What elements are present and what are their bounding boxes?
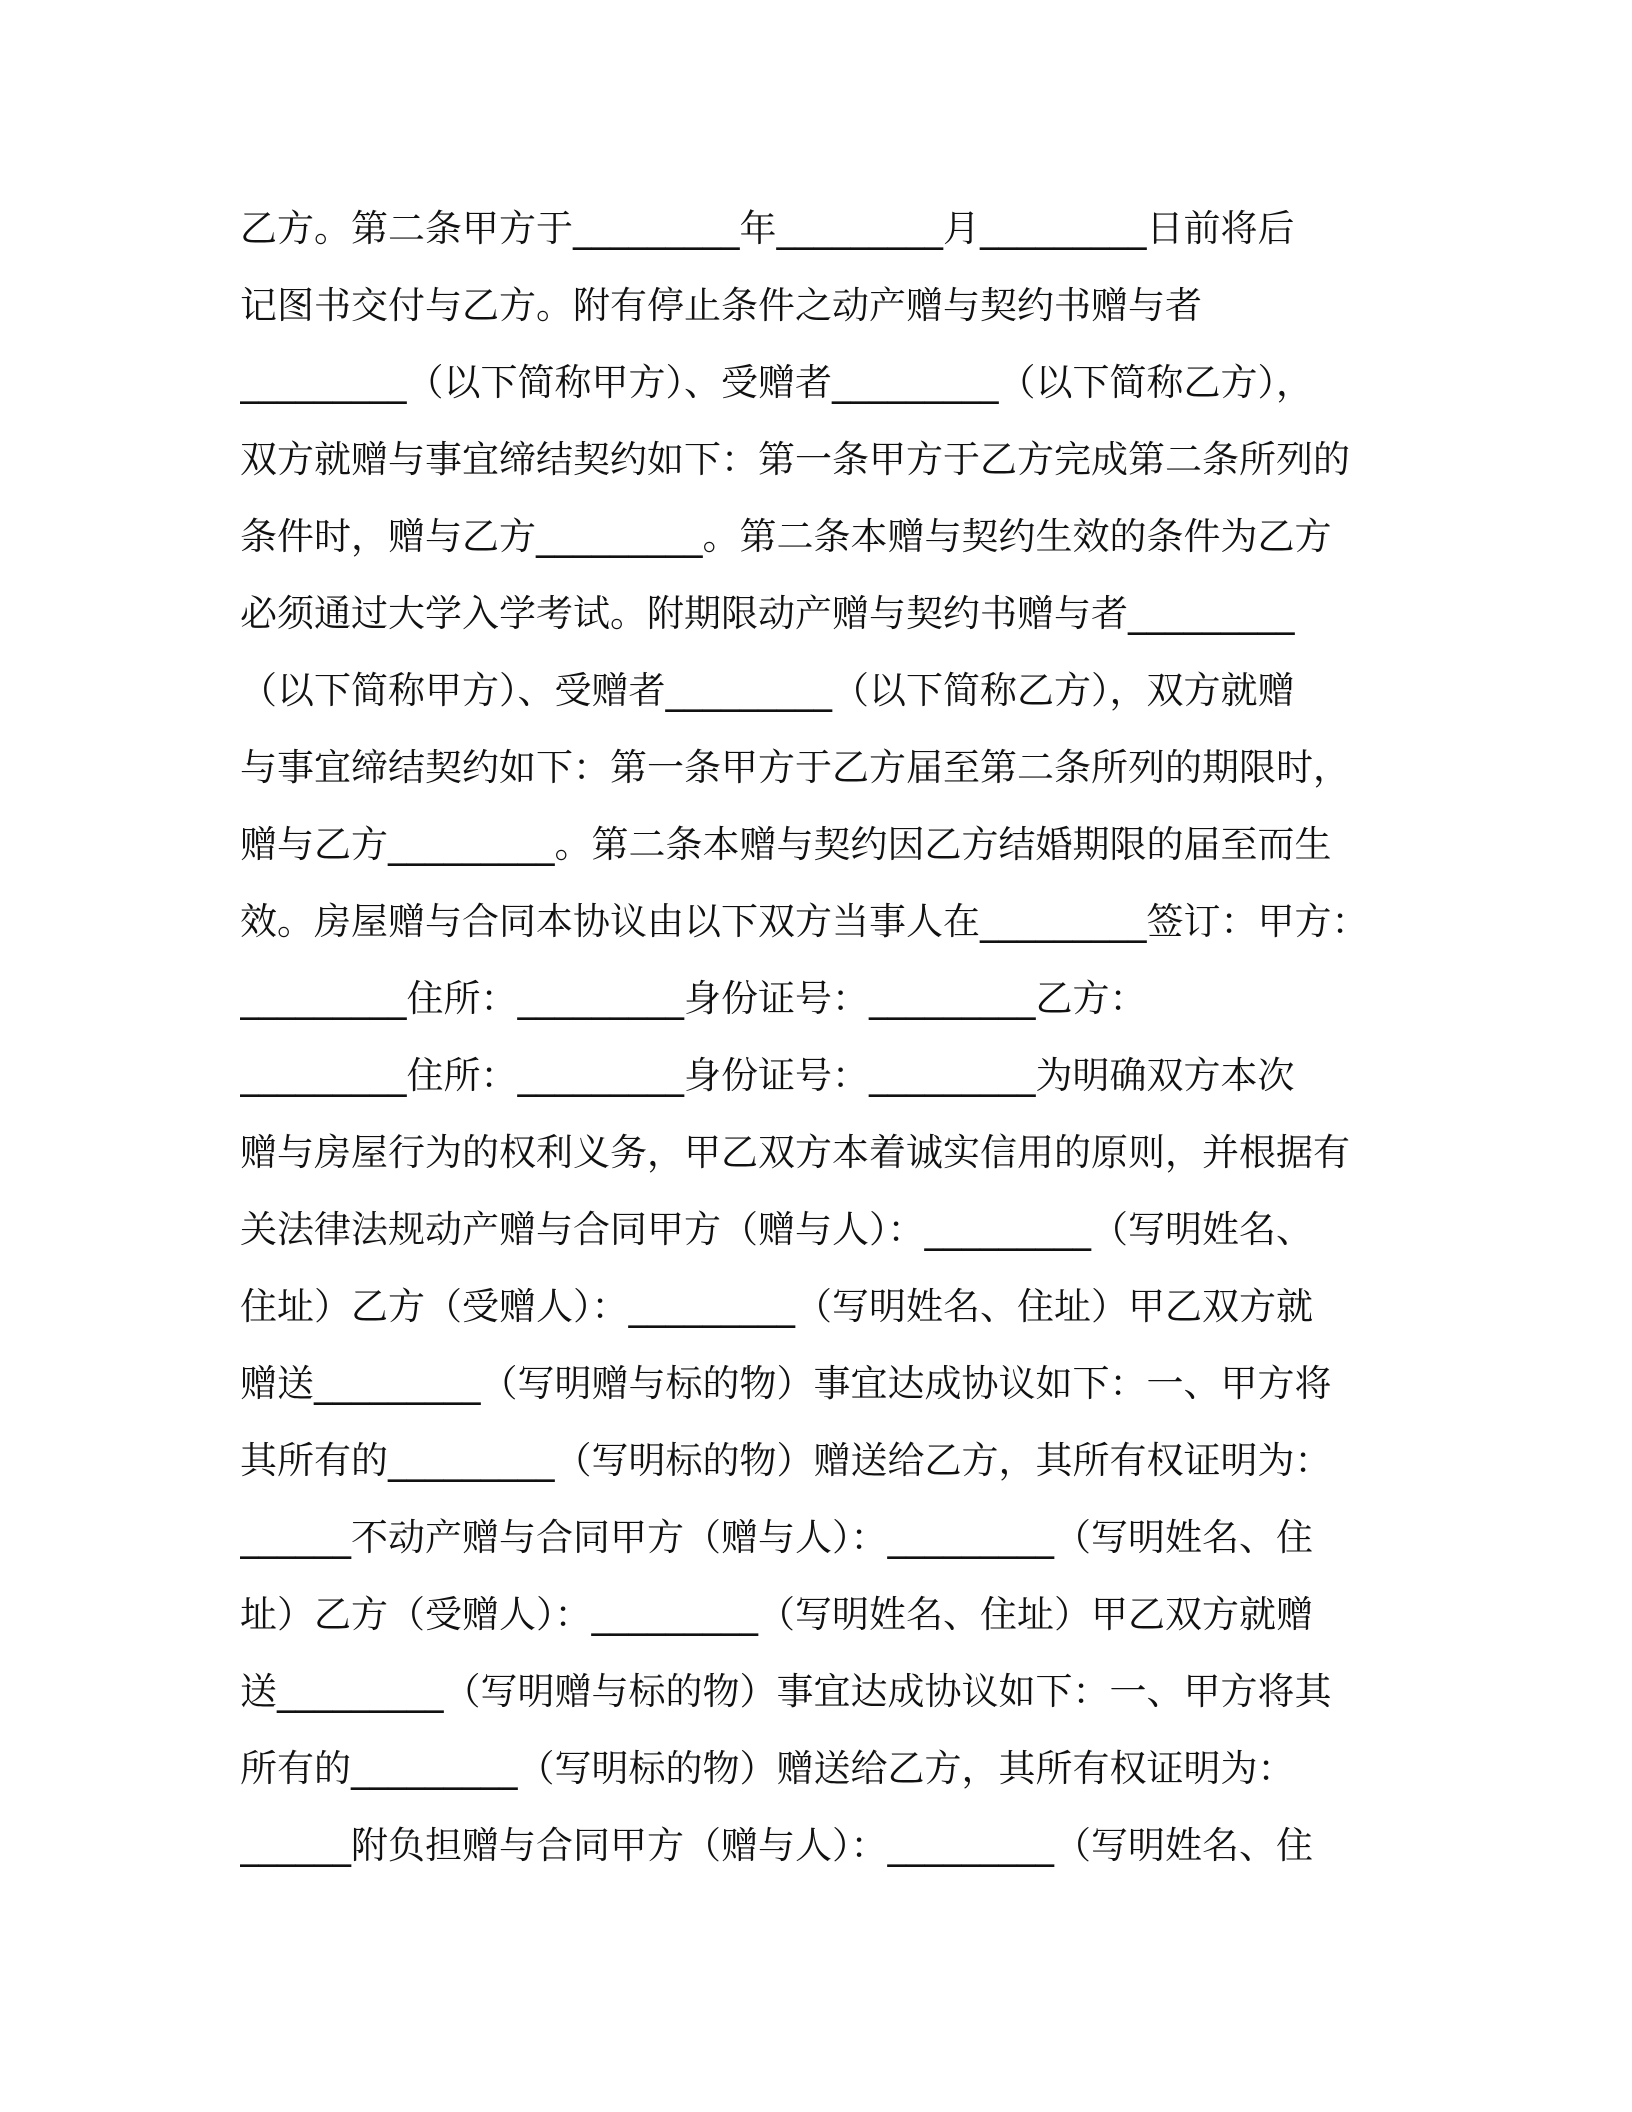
text-line: ______附负担赠与合同甲方（赠与人）：_________（写明姓名、住: [240, 1824, 1313, 1867]
text-line: 记图书交付与乙方。附有停止条件之动产赠与契约书赠与者: [240, 284, 1202, 327]
contract-body-text: [240, 190, 1400, 1884]
text-line: 住址）乙方（受赠人）：_________（写明姓名、住址）甲乙双方就: [240, 1285, 1313, 1328]
text-line: 条件时，赠与乙方_________。第二条本赠与契约生效的条件为乙方: [240, 515, 1332, 558]
text-line: _________（以下简称甲方）、受赠者_________（以下简称乙方），: [240, 361, 1313, 404]
text-line: 效。房屋赠与合同本协议由以下双方当事人在_________签订：甲方：: [240, 900, 1369, 943]
text-line: 赠与乙方_________。第二条本赠与契约因乙方结婚期限的届至而生: [240, 823, 1332, 866]
text-line: 送_________（写明赠与标的物）事宜达成协议如下：一、甲方将其: [240, 1670, 1332, 1713]
text-line: 其所有的_________（写明标的物）赠送给乙方，其所有权证明为：: [240, 1439, 1332, 1482]
text-line: 赠与房屋行为的权利义务，甲乙双方本着诚实信用的原则，并根据有: [240, 1131, 1350, 1174]
text-line: _________住所：_________身份证号：_________乙方：: [240, 977, 1147, 1020]
text-line: _________住所：_________身份证号：_________为明确双方本次: [240, 1054, 1295, 1097]
text-line: 与事宜缔结契约如下：第一条甲方于乙方届至第二条所列的期限时，: [240, 746, 1350, 789]
text-line: 所有的_________（写明标的物）赠送给乙方，其所有权证明为：: [240, 1747, 1295, 1790]
text-line: ______不动产赠与合同甲方（赠与人）：_________（写明姓名、住: [240, 1516, 1313, 1559]
text-line: 址）乙方（受赠人）：_________（写明姓名、住址）甲乙双方就赠: [240, 1593, 1313, 1636]
text-line: 关法律法规动产赠与合同甲方（赠与人）：_________（写明姓名、: [240, 1208, 1313, 1251]
text-line: 必须通过大学入学考试。附期限动产赠与契约书赠与者_________: [240, 592, 1295, 635]
text-line: 双方就赠与事宜缔结契约如下：第一条甲方于乙方完成第二条所列的: [240, 438, 1350, 481]
text-line: 赠送_________（写明赠与标的物）事宜达成协议如下：一、甲方将: [240, 1362, 1332, 1405]
text-line: 乙方。第二条甲方于_________年_________月_________日前将后: [240, 207, 1295, 250]
text-line: （以下简称甲方）、受赠者_________（以下简称乙方），双方就赠: [240, 669, 1295, 712]
